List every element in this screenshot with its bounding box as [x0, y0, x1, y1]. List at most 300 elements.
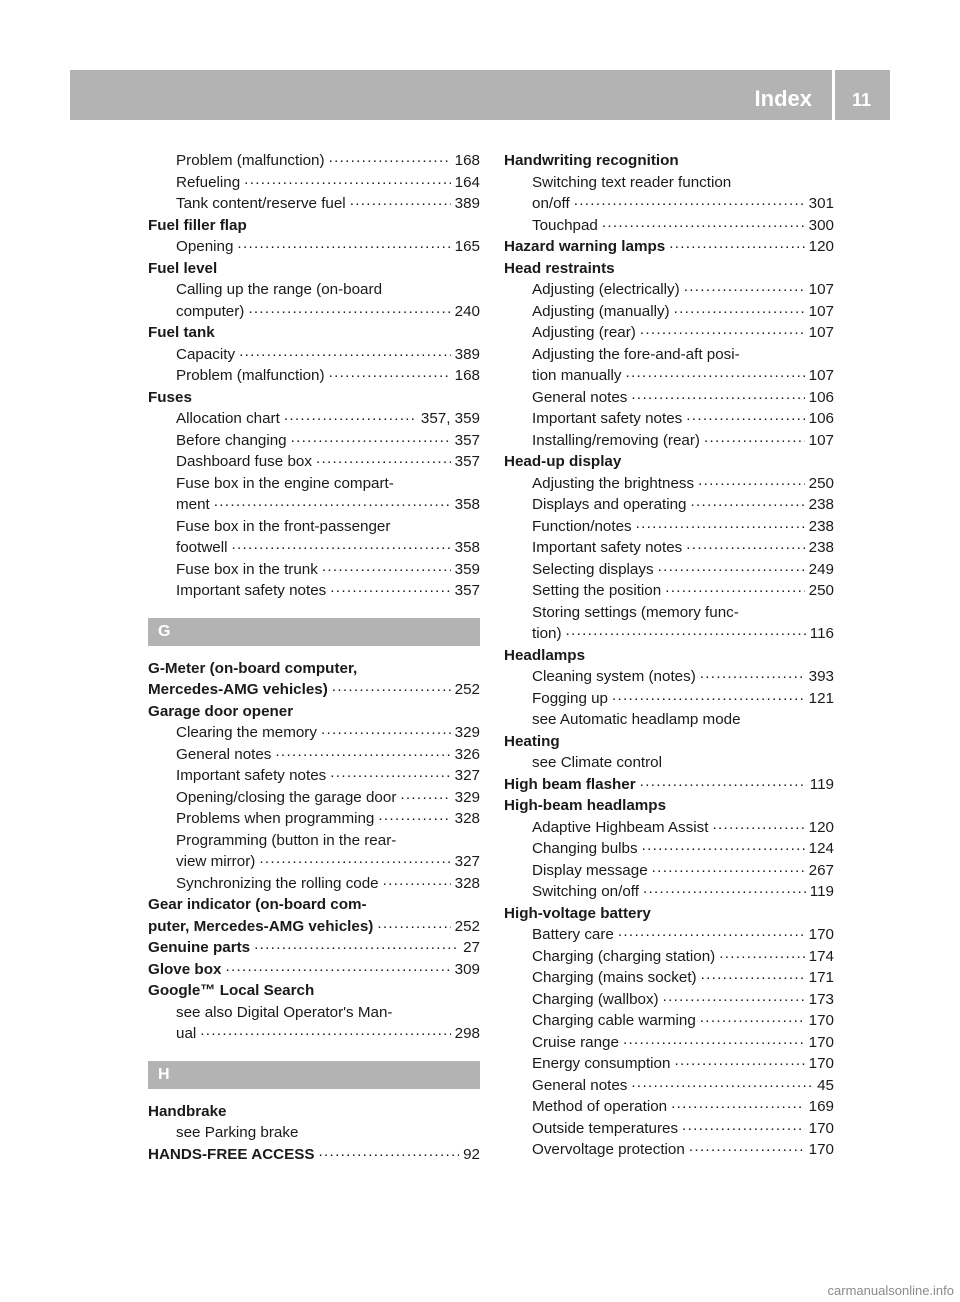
page-title: Index — [754, 86, 812, 111]
dot-leader — [330, 580, 450, 602]
dot-leader — [378, 808, 450, 830]
dot-leader — [640, 774, 806, 796]
index-entry — [148, 873, 480, 895]
index-entry — [148, 494, 480, 516]
entry-text: Setting the position — [532, 582, 662, 599]
index-entry — [504, 1053, 834, 1075]
dot-leader — [700, 666, 805, 688]
index-entry — [148, 787, 480, 809]
dot-leader — [658, 559, 805, 581]
dot-leader — [698, 473, 805, 495]
index-entry — [504, 322, 834, 344]
entry-text: see Automatic headlamp mode — [532, 711, 741, 728]
entry-text: computer) — [176, 302, 245, 320]
entry-text: Adjusting the brightness — [532, 474, 695, 492]
dot-leader — [665, 580, 804, 602]
entry-text: Garage door opener — [148, 702, 294, 720]
dot-leader — [275, 744, 450, 766]
entry-text: Important safety notes — [532, 539, 683, 556]
dot-leader — [259, 851, 450, 873]
dot-leader — [631, 1075, 813, 1097]
index-entry — [148, 916, 480, 938]
index-entry — [148, 236, 480, 258]
entry-text: on/off — [532, 195, 570, 212]
entry-text: Changing bulbs — [532, 840, 638, 857]
index-entry — [148, 344, 480, 366]
dot-leader — [682, 1118, 805, 1140]
entry-text: Opening — [176, 238, 234, 255]
entry-text: Calling up the range (on-board — [176, 281, 383, 298]
dot-leader — [686, 537, 804, 559]
index-entry — [148, 1023, 480, 1045]
page-ref: 238 — [808, 539, 834, 556]
index-entry — [148, 150, 480, 172]
page-ref: 250 — [808, 582, 834, 599]
entry-text: Cleaning system (notes) — [532, 668, 696, 685]
entry-text: Adaptive Highbeam Assist — [532, 818, 709, 836]
index-entry — [148, 808, 480, 830]
entry-text: Synchronizing the rolling code — [176, 874, 379, 892]
index-entry — [148, 1144, 480, 1166]
entry-text: see Parking brake — [176, 1124, 299, 1141]
page-ref: 357 — [454, 582, 480, 599]
index-heading — [148, 980, 480, 1002]
entry-text: Fuse box in the engine compart- — [176, 474, 394, 492]
entry-text: Head-up display — [504, 453, 622, 470]
index-entry — [504, 881, 834, 903]
dot-leader — [663, 989, 805, 1011]
page-ref: 252 — [454, 917, 480, 935]
entry-text: Charging (charging station) — [532, 947, 716, 965]
entry-text: tion) — [532, 625, 562, 642]
entry-text: Storing settings (memory func- — [532, 603, 739, 621]
entry-text: Head restraints — [504, 259, 615, 277]
dot-leader — [350, 193, 451, 215]
index-entry — [504, 516, 834, 538]
section-letter-g: G — [148, 618, 480, 646]
entry-text: G-Meter (on-board computer, — [148, 659, 358, 677]
dot-leader — [284, 408, 417, 430]
index-entry — [148, 279, 480, 301]
dot-leader — [640, 322, 805, 344]
page-ref: 168 — [454, 367, 480, 384]
header-divider — [832, 70, 835, 120]
entry-text: Glove box — [148, 960, 222, 978]
index-entry — [504, 774, 834, 796]
index-heading — [504, 150, 834, 172]
index-entry — [504, 473, 834, 495]
entry-text: Capacity — [176, 345, 236, 363]
index-heading — [148, 1101, 480, 1123]
page-ref: 309 — [454, 960, 480, 978]
page-ref: 389 — [454, 345, 480, 363]
index-entry — [148, 193, 480, 215]
dot-leader — [674, 301, 805, 323]
index-entry — [148, 473, 480, 495]
index-entry — [148, 679, 480, 701]
entry-text: Function/notes — [532, 517, 632, 535]
index-entry — [504, 365, 834, 387]
index-heading — [148, 258, 480, 280]
page-ref: 27 — [463, 939, 480, 956]
entry-text: Fuse box in the trunk — [176, 560, 318, 578]
index-heading — [504, 451, 834, 473]
page-ref: 107 — [808, 302, 834, 320]
entry-text: view mirror) — [176, 853, 256, 870]
entry-text: Fuel level — [148, 259, 218, 277]
dot-leader — [704, 430, 805, 452]
index-entry — [504, 580, 834, 602]
dot-leader — [643, 881, 806, 903]
page-ref: 249 — [808, 560, 834, 578]
dot-leader — [674, 1053, 804, 1075]
page-ref: 329 — [454, 788, 480, 806]
dot-leader — [332, 679, 451, 701]
entry-text: Hazard warning lamps — [504, 238, 666, 255]
entry-text: Battery care — [532, 926, 614, 943]
entry-text: Selecting displays — [532, 560, 654, 578]
entry-text: Outside temperatures — [532, 1119, 679, 1137]
entry-text: Fuel tank — [148, 324, 215, 341]
entry-text: ment — [176, 496, 210, 513]
page-ref: 298 — [454, 1025, 480, 1042]
page-ref: 329 — [454, 724, 480, 741]
section-letter-h: H — [148, 1061, 480, 1089]
entry-text: ual — [176, 1025, 197, 1042]
index-entry — [148, 408, 480, 430]
dot-leader — [329, 365, 451, 387]
index-heading — [504, 645, 834, 667]
entry-text: Opening/closing the garage door — [176, 788, 397, 806]
index-entry — [504, 924, 834, 946]
dot-leader — [400, 787, 450, 809]
entry-text: Problem (malfunction) — [176, 367, 325, 384]
index-entry — [504, 1096, 834, 1118]
page-ref: 357, 359 — [420, 410, 480, 427]
dot-leader — [319, 1144, 460, 1166]
dot-leader — [700, 1010, 805, 1032]
entry-text: Refueling — [176, 173, 241, 191]
dot-leader — [574, 193, 805, 215]
index-entry — [504, 559, 834, 581]
index-entry — [148, 580, 480, 602]
index-entry — [504, 494, 834, 516]
index-heading — [148, 894, 480, 916]
page-ref: 170 — [808, 1055, 834, 1072]
index-entry — [148, 365, 480, 387]
dot-leader — [686, 408, 804, 430]
dot-leader — [248, 301, 450, 323]
page-ref: 92 — [463, 1145, 480, 1163]
dot-leader — [254, 937, 459, 959]
dot-leader — [291, 430, 451, 452]
entry-text: General notes — [532, 1076, 628, 1094]
entry-text: Dashboard fuse box — [176, 453, 312, 470]
index-entry — [504, 408, 834, 430]
index-entry — [148, 722, 480, 744]
entry-text: see Climate control — [532, 754, 662, 771]
index-heading — [504, 903, 834, 925]
index-entry — [504, 838, 834, 860]
index-entry — [504, 688, 834, 710]
page-ref: 124 — [808, 840, 834, 857]
index-entry — [504, 602, 834, 624]
dot-leader — [329, 150, 451, 172]
entry-text: Fuel filler flap — [148, 216, 247, 234]
index-entry — [148, 959, 480, 981]
page-ref: 107 — [808, 324, 834, 341]
page-ref: 116 — [809, 625, 834, 642]
index-entry — [148, 937, 480, 959]
page-ref: 267 — [808, 861, 834, 879]
index-entry — [148, 537, 480, 559]
index-entry — [504, 193, 834, 215]
dot-leader — [383, 873, 451, 895]
index-entry — [504, 1032, 834, 1054]
page-ref: 327 — [454, 767, 480, 784]
entry-text: Adjusting (rear) — [532, 324, 636, 341]
page-ref: 106 — [808, 410, 834, 427]
index-entry — [504, 537, 834, 559]
dot-leader — [330, 765, 450, 787]
index-entry — [504, 1118, 834, 1140]
entry-text: Fuses — [148, 388, 192, 406]
index-entry — [148, 301, 480, 323]
entry-text: Programming (button in the rear- — [176, 831, 397, 849]
index-column-left — [148, 150, 480, 1165]
index-entry — [148, 1002, 480, 1024]
index-entry — [504, 236, 834, 258]
entry-text: General notes — [532, 388, 628, 406]
page-ref: 250 — [808, 474, 834, 492]
dot-leader — [239, 344, 451, 366]
page-ref: 165 — [454, 238, 480, 255]
page-ref: 107 — [808, 281, 834, 298]
entry-text: Switching text reader function — [532, 173, 732, 191]
page-ref: 358 — [454, 539, 480, 556]
page-ref: 393 — [808, 668, 834, 685]
entry-text: puter, Mercedes-AMG vehicles) — [148, 917, 374, 935]
entry-text: Switching on/off — [532, 883, 639, 900]
index-entry — [504, 344, 834, 366]
index-heading — [148, 387, 480, 409]
dot-leader — [321, 722, 451, 744]
entry-text: General notes — [176, 745, 272, 763]
entry-text: Google™ Local Search — [148, 982, 315, 999]
entry-text: Gear indicator (on-board com- — [148, 896, 367, 913]
index-column-right — [504, 150, 834, 1161]
index-entry — [148, 559, 480, 581]
page-ref: 170 — [808, 926, 834, 943]
index-heading — [148, 215, 480, 237]
dot-leader — [623, 1032, 805, 1054]
entry-text: Important safety notes — [176, 582, 327, 599]
index-heading — [148, 322, 480, 344]
dot-leader — [636, 516, 805, 538]
index-entry — [148, 744, 480, 766]
page-ref: 120 — [808, 818, 834, 836]
page-ref: 171 — [808, 969, 834, 986]
page-ref: 170 — [808, 1119, 834, 1137]
entry-text: Handwriting recognition — [504, 152, 679, 169]
index-entry — [504, 623, 834, 645]
entry-text: Headlamps — [504, 646, 586, 664]
entry-text: Fuse box in the front-passenger — [176, 517, 391, 535]
dot-leader — [232, 537, 451, 559]
index-entry — [148, 451, 480, 473]
dot-leader — [214, 494, 451, 516]
entry-text: Important safety notes — [176, 767, 327, 784]
index-entry — [504, 817, 834, 839]
page-ref: 170 — [808, 1141, 834, 1158]
dot-leader — [684, 279, 805, 301]
dot-leader — [602, 215, 805, 237]
dot-leader — [712, 817, 804, 839]
index-entry — [504, 666, 834, 688]
index-entry — [504, 1010, 834, 1032]
entry-text: Energy consumption — [532, 1055, 671, 1072]
index-entry — [504, 989, 834, 1011]
dot-leader — [200, 1023, 450, 1045]
index-entry — [148, 765, 480, 787]
entry-text: Clearing the memory — [176, 724, 317, 741]
page-ref: 358 — [454, 496, 480, 513]
entry-text: Genuine parts — [148, 939, 251, 956]
entry-text: Adjusting (electrically) — [532, 281, 680, 298]
page-ref: 168 — [454, 152, 480, 169]
page-ref: 238 — [808, 517, 834, 535]
index-entry — [504, 215, 834, 237]
entry-text: Important safety notes — [532, 410, 683, 427]
page-ref: 107 — [808, 367, 834, 384]
dot-leader — [612, 688, 805, 710]
dot-leader — [225, 959, 450, 981]
entry-text: Adjusting (manually) — [532, 302, 670, 320]
entry-text: Method of operation — [532, 1098, 668, 1115]
entry-text: footwell — [176, 539, 228, 556]
entry-text: Problems when programming — [176, 810, 375, 827]
page-ref: 121 — [808, 689, 834, 707]
dot-leader — [691, 494, 805, 516]
entry-text: Handbrake — [148, 1102, 227, 1120]
page-ref: 357 — [454, 431, 480, 449]
dot-leader — [719, 946, 804, 968]
dot-leader — [566, 623, 806, 645]
dot-leader — [322, 559, 451, 581]
index-heading — [148, 701, 480, 723]
dot-leader — [701, 967, 805, 989]
page-ref: 327 — [454, 853, 480, 870]
page-ref: 238 — [808, 496, 834, 513]
index-entry — [504, 279, 834, 301]
entry-text: Allocation chart — [176, 410, 280, 427]
index-entry — [148, 830, 480, 852]
entry-text: Heating — [504, 732, 560, 750]
dot-leader — [631, 387, 804, 409]
page-ref: 252 — [454, 681, 480, 698]
page-ref: 328 — [454, 874, 480, 892]
entry-text: see also Digital Operator's Man- — [176, 1003, 393, 1021]
index-entry — [504, 1139, 834, 1161]
entry-text: Problem (malfunction) — [176, 152, 325, 169]
page-ref: 389 — [454, 195, 480, 212]
dot-leader — [244, 172, 450, 194]
entry-text: Overvoltage protection — [532, 1141, 685, 1158]
entry-text: Charging (mains socket) — [532, 969, 697, 986]
entry-text: Before changing — [176, 431, 287, 449]
page-ref: 170 — [808, 1033, 834, 1051]
page-number: 11 — [852, 90, 872, 110]
page-ref: 120 — [808, 238, 834, 255]
dot-leader — [669, 236, 804, 258]
entry-text: Touchpad — [532, 216, 598, 234]
entry-text: High-voltage battery — [504, 904, 651, 922]
index-heading — [504, 795, 834, 817]
index-entry — [504, 752, 834, 774]
entry-text: tion manually — [532, 367, 622, 384]
entry-text: Mercedes-AMG vehicles) — [148, 681, 328, 698]
entry-text: Charging cable warming — [532, 1012, 696, 1029]
index-entry — [504, 1075, 834, 1097]
page-ref: 174 — [808, 947, 834, 965]
page-ref: 359 — [454, 560, 480, 578]
index-entry — [504, 301, 834, 323]
index-entry — [504, 967, 834, 989]
page-ref: 326 — [454, 745, 480, 763]
page-ref: 45 — [817, 1076, 834, 1094]
index-entry — [148, 851, 480, 873]
index-entry — [148, 172, 480, 194]
dot-leader — [377, 916, 450, 938]
index-heading — [504, 258, 834, 280]
entry-text: Adjusting the fore-and-aft posi- — [532, 345, 740, 363]
page-ref: 301 — [808, 195, 834, 212]
index-heading — [148, 658, 480, 680]
entry-text: Charging (wallbox) — [532, 990, 659, 1008]
dot-leader — [652, 860, 805, 882]
dot-leader — [671, 1096, 805, 1118]
dot-leader — [316, 451, 451, 473]
page-ref: 170 — [808, 1012, 834, 1029]
dot-leader — [689, 1139, 805, 1161]
dot-leader — [626, 365, 805, 387]
entry-text: Installing/removing (rear) — [532, 431, 700, 449]
page-ref: 300 — [808, 216, 834, 234]
page-ref: 357 — [454, 453, 480, 470]
index-heading — [504, 731, 834, 753]
page-ref: 106 — [808, 388, 834, 406]
entry-text: Displays and operating — [532, 496, 687, 513]
entry-text: Cruise range — [532, 1033, 619, 1051]
index-entry — [504, 709, 834, 731]
page-ref: 164 — [454, 173, 480, 191]
page-ref: 119 — [809, 883, 834, 900]
entry-text: Display message — [532, 861, 648, 879]
entry-text: Tank content/reserve fuel — [176, 195, 346, 212]
dot-leader — [237, 236, 450, 258]
dot-leader — [618, 924, 805, 946]
index-entry — [504, 172, 834, 194]
watermark: carmanualsonline.info — [827, 1283, 954, 1298]
page-ref: 240 — [454, 302, 480, 320]
index-entry — [148, 1122, 480, 1144]
page-ref: 107 — [808, 431, 834, 449]
index-entry — [504, 860, 834, 882]
index-entry — [504, 430, 834, 452]
page-ref: 173 — [808, 990, 834, 1008]
entry-text: HANDS-FREE ACCESS — [148, 1145, 315, 1163]
entry-text: High-beam headlamps — [504, 797, 667, 814]
